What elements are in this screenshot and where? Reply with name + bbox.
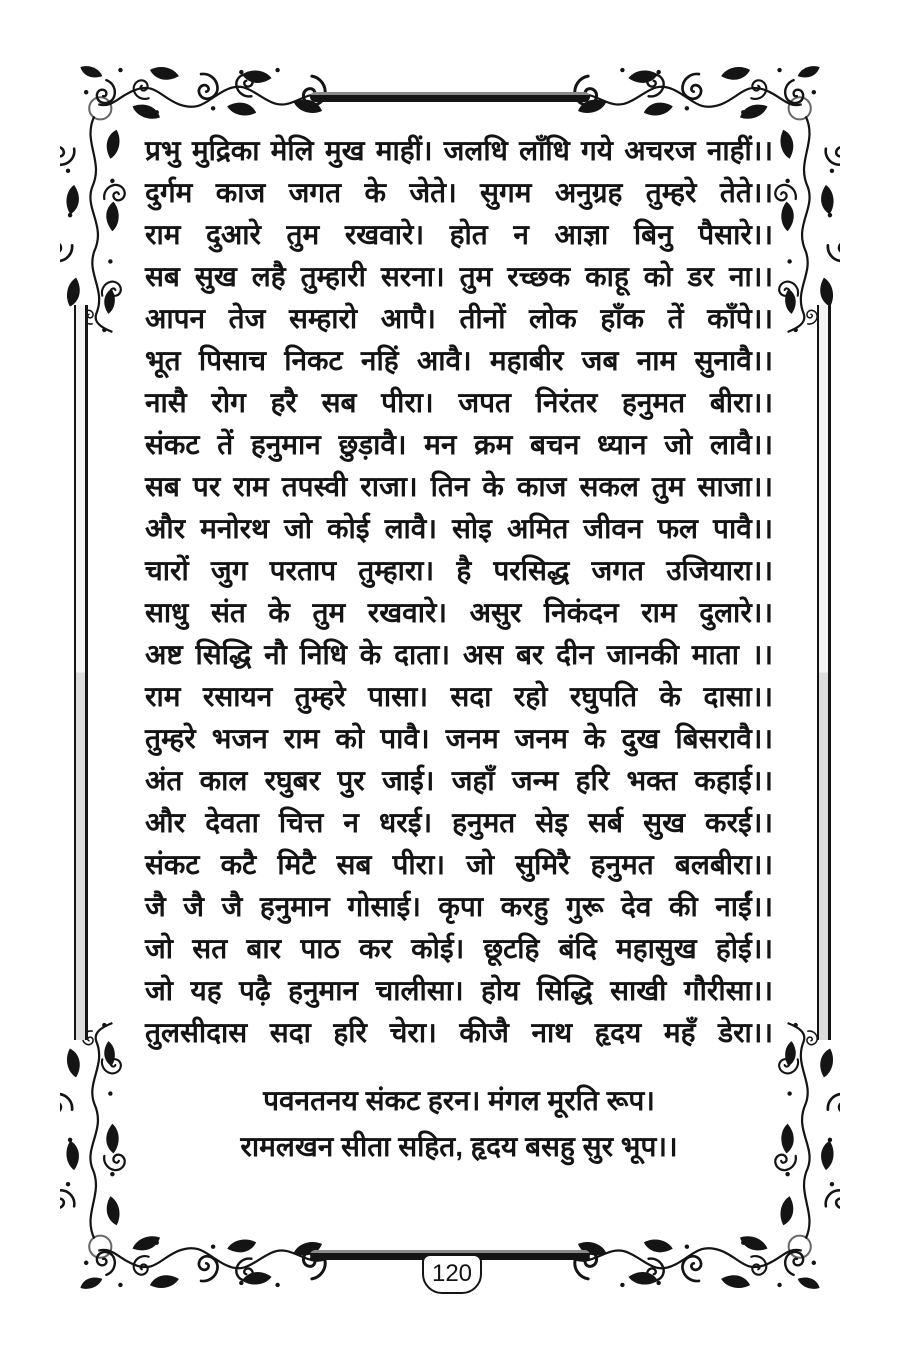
verse-line: संकट कटै मिटै सब पीरा। जो सुमिरै हनुमत बलबीरा।। xyxy=(145,849,773,880)
verse-line: अष्ट सिद्धि नौ निधि के दाता। अस बर दीन जानकी माता ।। xyxy=(145,639,773,670)
verse-line: दुर्गम काज जगत के जेते। सुगम अनुग्रह तुम्हरे तेते।। xyxy=(145,177,773,208)
verse-line: राम रसायन तुम्हरे पासा। सदा रहो रघुपति के दासा।। xyxy=(145,681,773,712)
verse-line: जै जै जै हनुमान गोसाई। कृपा करहु गुरू देव की नाईं।। xyxy=(145,891,773,922)
border-bar-top xyxy=(310,92,590,102)
doha-line: रामलखन सीता सहित, हृदय बसहु सुर भूप।। xyxy=(240,1131,678,1162)
verse-line: सब सुख लहै तुम्हारी सरना। तुम रच्छक काहू को डर ना।। xyxy=(145,261,773,292)
verse-line: संकट तें हनुमान छुड़ावै। मन क्रम बचन ध्यान जो लावै।। xyxy=(145,429,773,460)
page-number-badge xyxy=(422,1254,482,1294)
verse-line: साधु संत के तुम रखवारे। असुर निकंदन राम दुलारे।। xyxy=(145,597,773,628)
verse-line: प्रभु मुद्रिका मेलि मुख माहीं। जलधि लाँधि गये अचरज नाहीं।। xyxy=(145,135,773,166)
page-number: 120 xyxy=(431,1260,473,1287)
doha-block xyxy=(145,1078,773,1170)
verse-line: जो यह पढ़ै हनुमान चालीसा। होय सिद्धि साखी गौरीसा।। xyxy=(145,975,773,1006)
verse-line: तुलसीदास सदा हरि चेरा। कीजै नाथ हृदय महँ डेरा।। xyxy=(145,1017,773,1048)
border-rule-right xyxy=(817,305,831,1040)
verse-line: और देवता चित्त न धरई। हनुमत सेइ सर्ब सुख करई।। xyxy=(145,807,773,838)
verse-line: चारों जुग परताप तुम्हारा। है परसिद्ध जगत उजियारा।। xyxy=(145,555,773,586)
border-rule-left xyxy=(74,305,88,1040)
doha-line: पवनतनय संकट हरन। मंगल मूरति रूप। xyxy=(263,1085,655,1116)
verse-line: जो सत बार पाठ कर कोई। छूटहि बंदि महासुख होई।। xyxy=(145,933,773,964)
verse-line: अंत काल रघुबर पुर जाई। जहाँ जन्म हरि भक्त कहाई।। xyxy=(145,765,773,796)
verse-line: भूत पिसाच निकट नहिं आवै। महाबीर जब नाम सुनावै।। xyxy=(145,345,773,376)
verse-line: और मनोरथ जो कोई लावै। सोइ अमित जीवन फल पावै।। xyxy=(145,513,773,544)
verse-line: तुम्हरे भजन राम को पावै। जनम जनम के दुख बिसरावै।। xyxy=(145,723,773,754)
verse-line: राम दुआरे तुम रखवारे। होत न आज्ञा बिनु पैसारे।। xyxy=(145,219,773,250)
verse-line: नासै रोग हरै सब पीरा। जपत निरंतर हनुमत बीरा।। xyxy=(145,387,773,418)
verse-line: सब पर राम तपस्वी राजा। तिन के काज सकल तुम साजा।। xyxy=(145,471,773,502)
chalisa-verse-block xyxy=(145,130,773,1054)
verse-line: आपन तेज सम्हारो आपै। तीनों लोक हाँक तें काँपे।। xyxy=(145,303,773,334)
